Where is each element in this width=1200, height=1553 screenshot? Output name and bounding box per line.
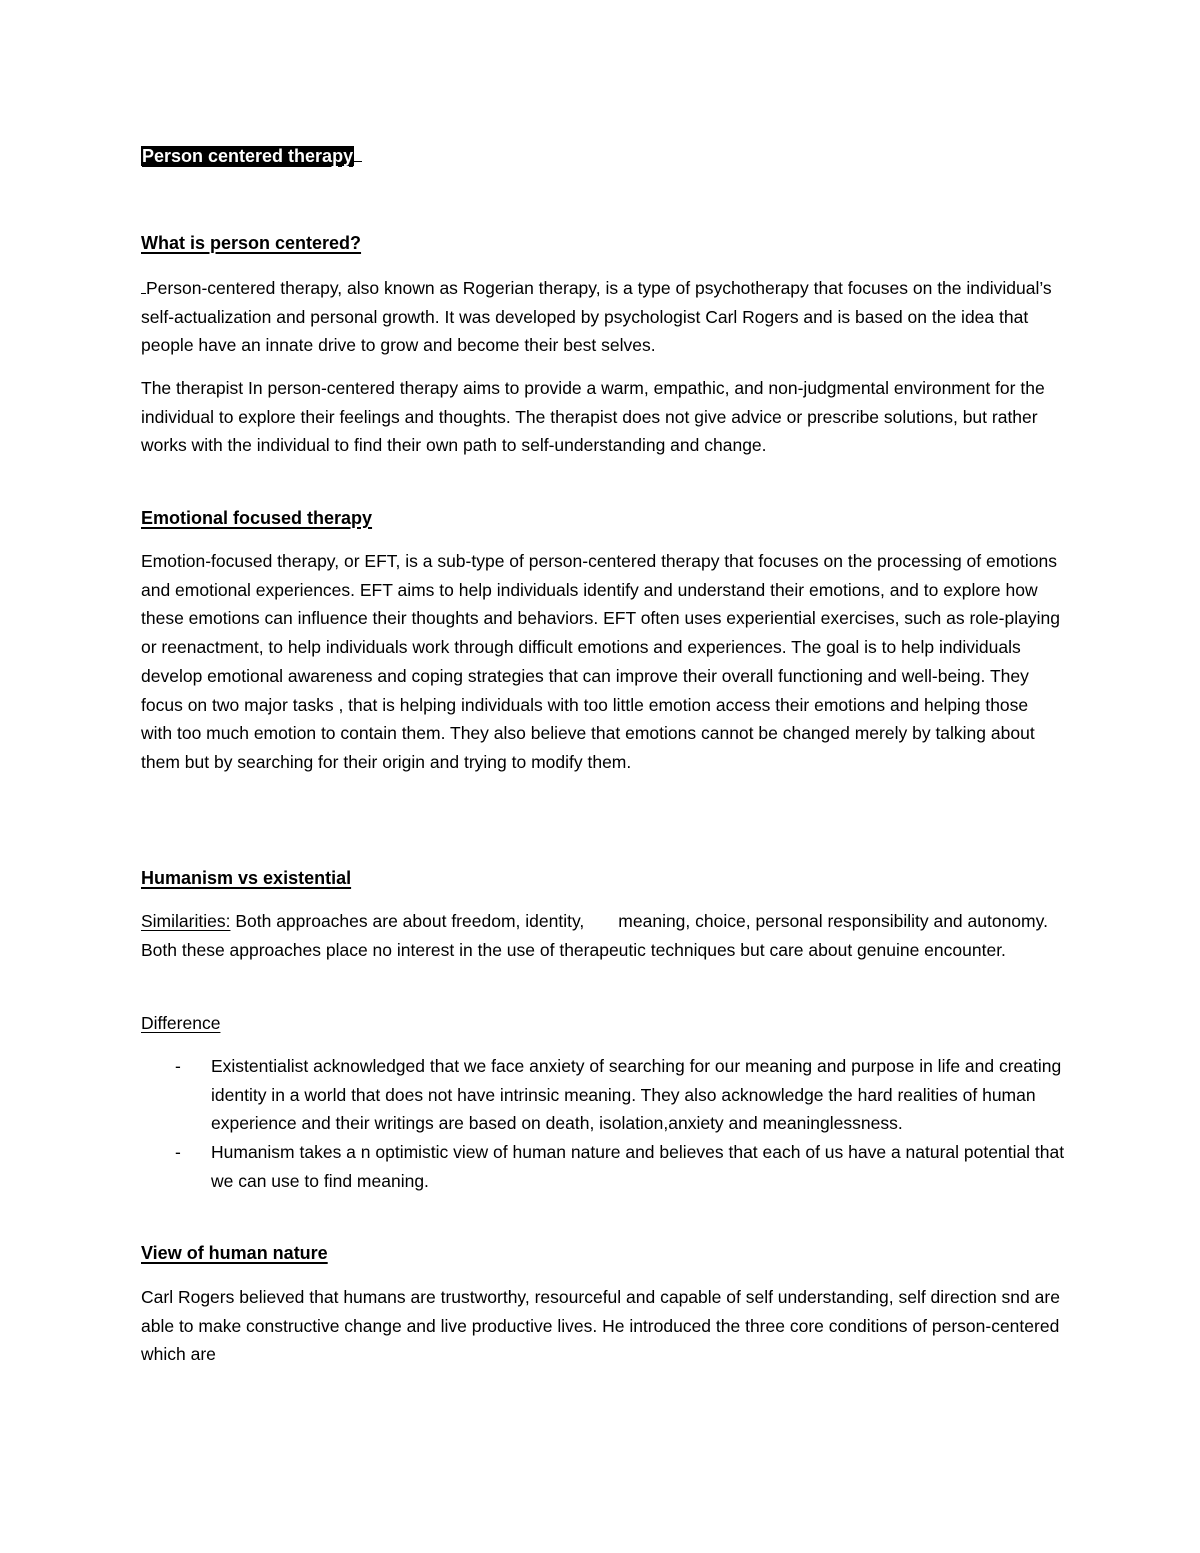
paragraph-eft-description: Emotion-focused therapy, or EFT, is a sub-type of person-centered therapy that focuses on the processing of emotions and emotional experiences. EFT aims to help individuals identify and understand their emotions, and to explore how these emotions can influence their thoughts and behaviors. EFT often uses experiential exercises, such as role-playing or reenactment, to help individuals work through difficult emotions and experiences. The goal is to help individuals develop emotional awareness and coping strategies that can improve their overall functioning and well-being. They focus on two major tasks , that is helping individuals with too little emotion access their emotions and helping those with too much emotion to contain them. They also believe that emotions cannot be changed merely by talking about them but by searching for their origin and trying to modify them. (141, 551, 1060, 772)
paragraph-person-centered-definition (141, 274, 1061, 360)
list-item (141, 1052, 1071, 1138)
paragraph-similarities (141, 907, 1061, 964)
bullet-dash: - (175, 1056, 181, 1076)
difference-label: Difference (141, 1013, 221, 1033)
title-underline-tail (354, 143, 362, 162)
list-item (141, 1138, 1071, 1195)
section-heading-emotional-focused-therapy: Emotional focused therapy (141, 508, 373, 528)
document-title-text: Person centered therapy (142, 146, 354, 166)
similarities-text: Both approaches are about freedom, identity, meaning, choice, personal responsibility and autonomy. Both these approaches place no interest in the use of therapeutic techniques but care about genuine encounter. (141, 911, 1058, 960)
section-heading-humanism-vs-existential: Humanism vs existential (141, 868, 352, 888)
list-item-text: Existentialist acknowledged that we face anxiety of searching for our meaning and purpose in life and creating identity in a world that does not have intrinsic meaning. They also acknowledge the hard realities of human experience and their writings are based on death, isolation,anxiety and meaninglessness. (211, 1056, 1062, 1134)
list-item-text: Humanism takes a n optimistic view of human nature and believes that each of us have a natural potential that we can use to find meaning. (211, 1142, 1065, 1191)
document-title (141, 142, 362, 170)
paragraph-text: Person-centered therapy, also known as Rogerian therapy, is a type of psychotherapy that focuses on the individual’s self-actualization and personal growth. It was developed by psychologist Carl Rogers and is based on the idea that people have an innate drive to grow and become their best selves. (141, 278, 1052, 356)
differences-list (141, 1052, 1071, 1196)
section-heading-view-of-human-nature: View of human nature (141, 1243, 328, 1263)
paragraph-therapist-role: The therapist In person-centered therapy aims to provide a warm, empathic, and non-judgmental environment for the individual to explore their feelings and thoughts. The therapist does not give advice or prescribe solutions, but rather works with the individual to find their own path to self-understanding and change. (141, 378, 1045, 456)
section-heading-what-is-person-centered: What is person centered? (141, 233, 362, 253)
bullet-dash: - (175, 1142, 181, 1163)
paragraph-human-nature: Carl Rogers believed that humans are trustworthy, resourceful and capable of self understanding, self direction snd are able to make constructive change and live productive lives. He introduced the three core conditions of person-centered which are (141, 1287, 1060, 1365)
similarities-label: Similarities: (141, 911, 231, 931)
